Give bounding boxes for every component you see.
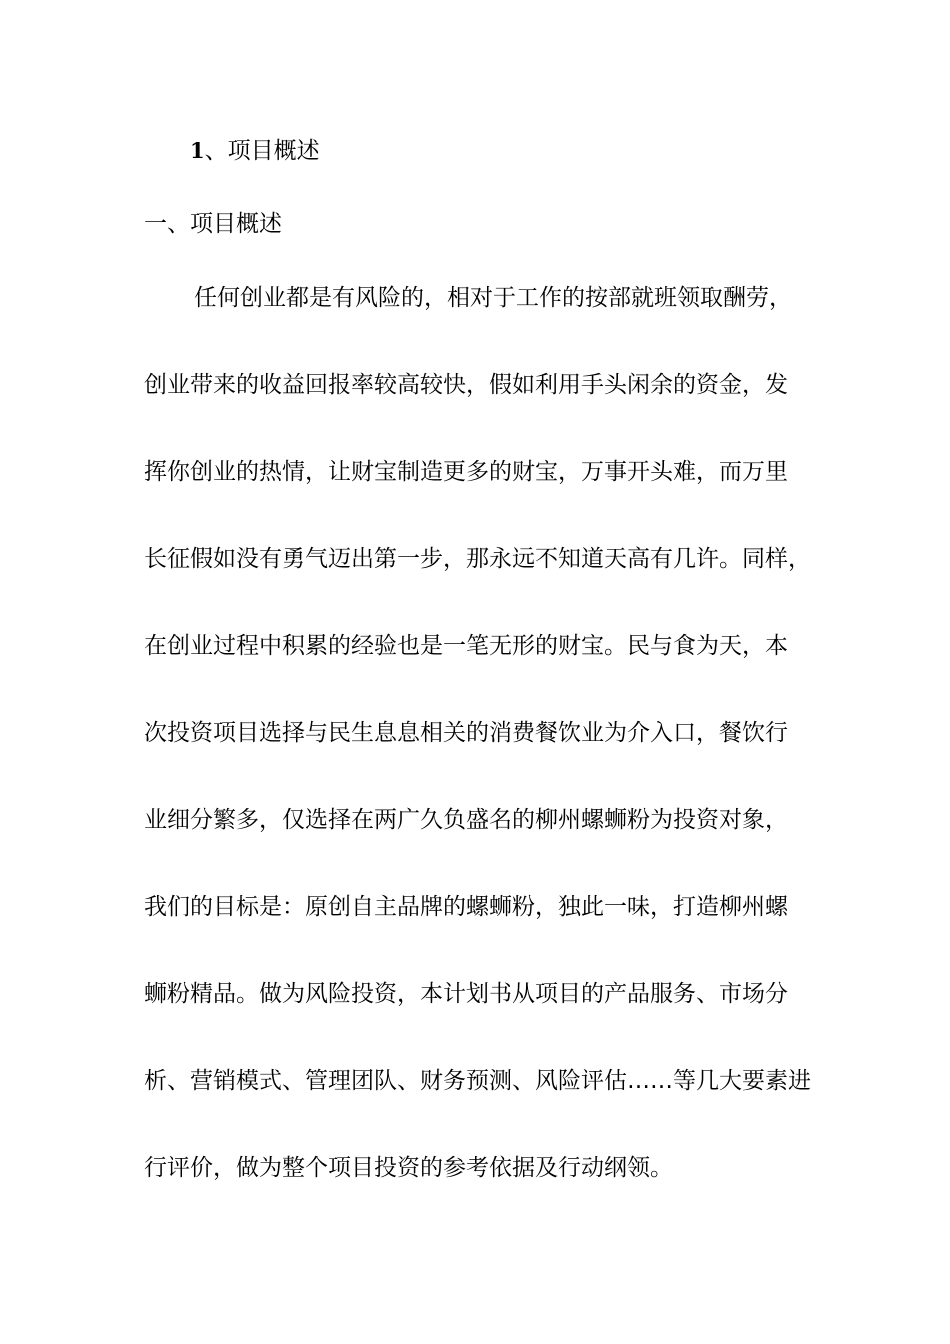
paragraph-line: 析、营销模式、管理团队、财务预测、风险评估……等几大要素进	[144, 1068, 811, 1094]
paragraph-line: 行评价，做为整个项目投资的参考依据及行动纲领。	[144, 1155, 673, 1181]
section-number: 1	[190, 138, 205, 163]
section-title: 、项目概述	[204, 138, 320, 164]
paragraph-line: 长征假如没有勇气迈出第一步，那永远不知道天高有几许。同样，	[144, 546, 811, 572]
paragraph-line: 我们的目标是：原创自主品牌的螺蛳粉，独此一味，打造柳州螺	[144, 894, 788, 920]
paragraph-line: 创业带来的收益回报率较高较快，假如利用手头闲余的资金，发	[144, 372, 788, 398]
paragraph-line: 次投资项目选择与民生息息相关的消费餐饮业为介入口，餐饮行	[144, 720, 788, 746]
paragraph-line: 任何创业都是有风险的，相对于工作的按部就班领取酬劳，	[194, 285, 792, 311]
paragraph-line: 业细分繁多，仅选择在两广久负盛名的柳州螺蛳粉为投资对象，	[144, 807, 788, 833]
subsection-heading: 一、项目概述	[144, 211, 282, 237]
paragraph-line: 在创业过程中积累的经验也是一笔无形的财宝。民与食为天，本	[144, 633, 788, 659]
paragraph-line: 挥你创业的热情，让财宝制造更多的财宝，万事开头难，而万里	[144, 459, 788, 485]
paragraph-line: 蛳粉精品。做为风险投资，本计划书从项目的产品服务、市场分	[144, 981, 788, 1007]
section-heading	[190, 134, 320, 168]
